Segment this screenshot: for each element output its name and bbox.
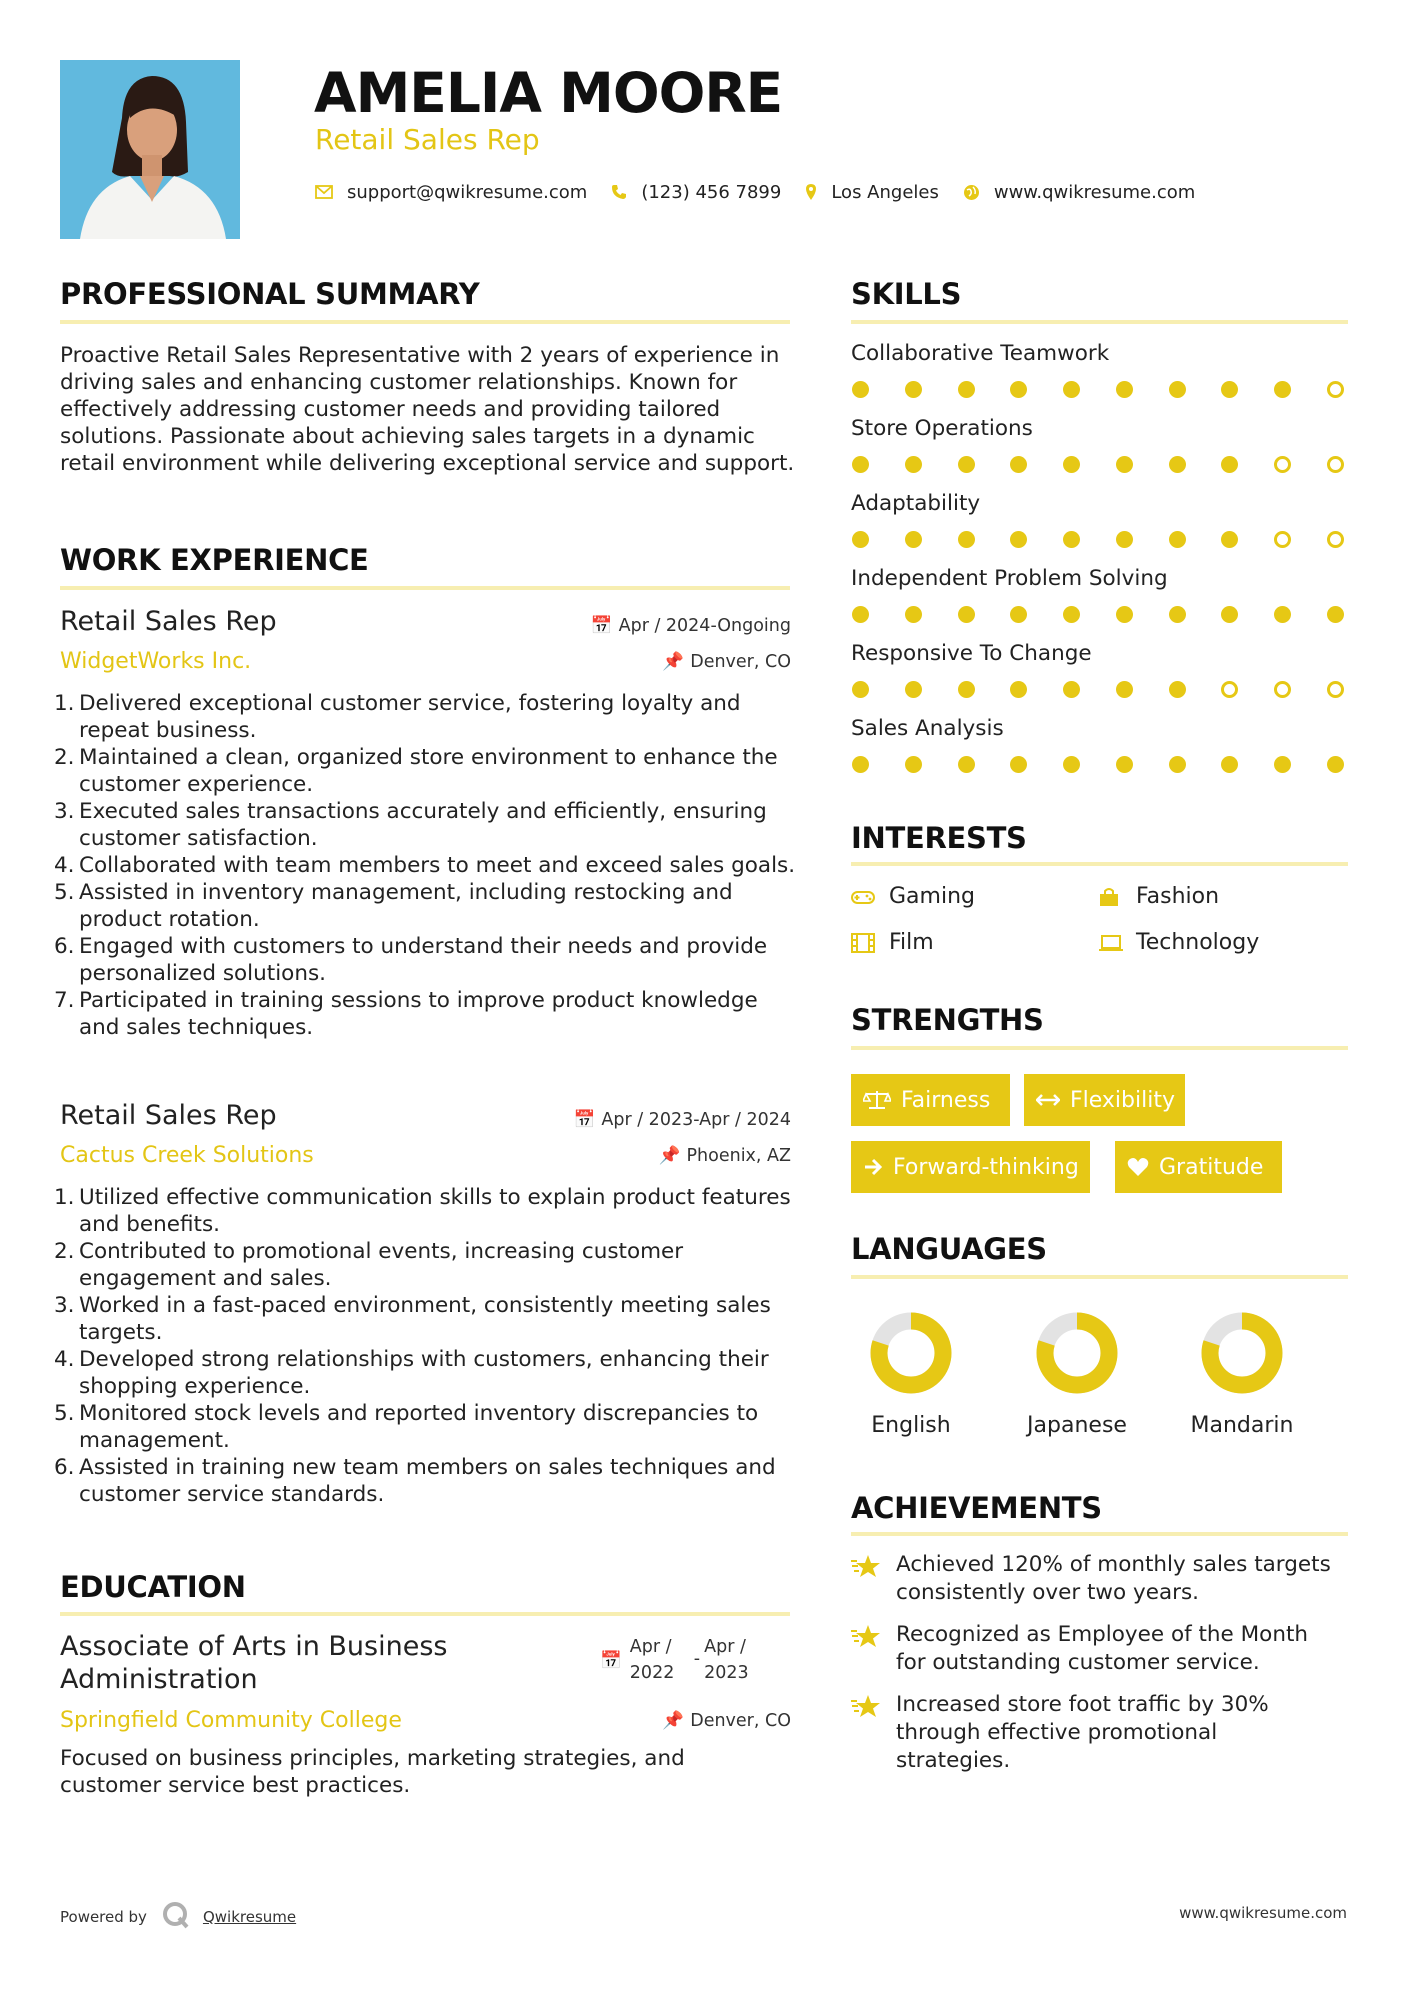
job-location (659, 1144, 791, 1168)
pushpin-icon: 📌 (662, 1711, 685, 1731)
contact-email[interactable]: support@qwikresume.com (347, 181, 588, 203)
rating-dot-filled (958, 381, 975, 398)
school-name: Springfield Community College (60, 1708, 402, 1733)
rating-dot-empty (1221, 681, 1238, 698)
list-item: 2. Contributed to promotional events, increasing customer engagement and sales. (54, 1239, 684, 1291)
education-start: Apr / 2022 (629, 1637, 675, 1683)
arrows-horizontal-icon (1036, 1093, 1060, 1107)
job-bullets (54, 690, 800, 1041)
job-date-text: Apr / 2023-Apr / 2024 (601, 1110, 791, 1130)
strength-tag (1115, 1141, 1282, 1193)
language-donut (1199, 1310, 1285, 1396)
interest-item (851, 883, 975, 911)
education-heading: EDUCATION (60, 1570, 246, 1604)
rating-dot-filled (1010, 681, 1027, 698)
job-title: Retail Sales Rep (60, 1100, 277, 1131)
film-icon (851, 933, 877, 953)
list-item: 6. Assisted in training new team members on sales techniques and customer service standards. (54, 1455, 776, 1507)
language-name: Japanese (1027, 1413, 1127, 1438)
contact-website[interactable]: www.qwikresume.com (993, 181, 1196, 203)
rating-dot-filled (905, 756, 922, 773)
rating-dot-filled (1063, 756, 1080, 773)
star-icon (850, 1693, 882, 1723)
shopping-bag-icon (1098, 887, 1124, 907)
rating-dot-filled (1116, 606, 1133, 623)
skill-name: Responsive To Change (851, 641, 1092, 666)
list-item: 5. Monitored stock levels and reported inventory discrepancies to management. (54, 1401, 759, 1453)
summary-divider (60, 320, 790, 324)
interest-label: Technology (1136, 930, 1260, 955)
strength-tag (851, 1074, 1010, 1126)
strength-tag (851, 1141, 1090, 1193)
arrow-right-icon (863, 1158, 883, 1176)
education-dates (600, 1634, 764, 1686)
skills-divider (851, 320, 1348, 324)
rating-dot-filled (1221, 531, 1238, 548)
rating-dot-filled (1221, 606, 1238, 623)
languages-divider (851, 1275, 1348, 1279)
education-end: Apr / 2023 (704, 1637, 749, 1683)
contact-bar (315, 177, 1219, 207)
rating-dot-empty (1274, 531, 1291, 548)
rating-dot-filled (1063, 456, 1080, 473)
language-item (1007, 1310, 1147, 1440)
pushpin-icon: 📌 (662, 652, 685, 672)
job-bullets (54, 1184, 800, 1508)
strength-label: Gratitude (1159, 1154, 1264, 1180)
rating-dot-filled (1327, 756, 1344, 773)
rating-dot-filled (958, 531, 975, 548)
list-item: 1. Delivered exceptional customer service, fostering loyalty and repeat business. (54, 691, 741, 743)
achievement-text: Achieved 120% of monthly sales targets consistently over two years. (896, 1552, 1331, 1605)
job-company: Cactus Creek Solutions (60, 1143, 314, 1168)
interest-label: Fashion (1136, 884, 1220, 909)
calendar-icon: 📅 (600, 1651, 622, 1671)
rating-dot-empty (1327, 381, 1344, 398)
rating-dot-filled (1169, 456, 1186, 473)
strength-label: Flexibility (1070, 1087, 1175, 1113)
list-item: 7. Participated in training sessions to improve product knowledge and sales techniques. (54, 988, 758, 1040)
list-item: 6. Engaged with customers to understand their needs and provide personalized solutions. (54, 934, 768, 986)
interest-item (851, 929, 934, 957)
strength-label: Forward-thinking (893, 1154, 1079, 1180)
rating-dot-filled (852, 756, 869, 773)
rating-dot-filled (905, 381, 922, 398)
footer-powered-by (60, 1900, 296, 1934)
rating-dot-empty (1274, 456, 1291, 473)
pushpin-icon: 📌 (658, 1146, 681, 1166)
rating-dot-filled (905, 531, 922, 548)
list-item: 5. Assisted in inventory management, including restocking and product rotation. (54, 880, 733, 932)
qwikresume-logo-icon (161, 1900, 191, 1934)
candidate-name: AMELIA MOORE (314, 61, 783, 125)
rating-dot-filled (1063, 381, 1080, 398)
achievement-text: Increased store foot traffic by 30% through effective promotional strategies. (896, 1692, 1269, 1773)
envelope-icon (315, 185, 333, 199)
rating-dot-filled (958, 756, 975, 773)
job-location (662, 650, 791, 674)
rating-dot-empty (1327, 456, 1344, 473)
rating-dot-empty (1327, 681, 1344, 698)
job-date (574, 1108, 791, 1132)
rating-dot-empty (1274, 681, 1291, 698)
list-item: 4. Collaborated with team members to meet and exceed sales goals. (54, 853, 796, 878)
achievements-heading: ACHIEVEMENTS (851, 1491, 1102, 1525)
language-name: English (871, 1413, 951, 1438)
experience-divider (60, 586, 790, 590)
rating-dot-filled (1169, 756, 1186, 773)
interests-divider (851, 862, 1348, 866)
calendar-icon: 📅 (573, 1110, 596, 1130)
rating-dot-empty (1327, 531, 1344, 548)
rating-dot-filled (1116, 681, 1133, 698)
interest-item (1098, 929, 1259, 957)
strength-tag (1024, 1074, 1185, 1126)
rating-dot-filled (852, 381, 869, 398)
skill-name: Sales Analysis (851, 716, 1004, 741)
balance-scale-icon (863, 1089, 891, 1111)
rating-dot-filled (1010, 531, 1027, 548)
rating-dot-filled (1116, 456, 1133, 473)
map-pin-icon (805, 183, 817, 201)
rating-dot-filled (905, 681, 922, 698)
rating-dot-filled (905, 456, 922, 473)
skill-rating (852, 606, 1344, 623)
interests-heading: INTERESTS (851, 821, 1027, 855)
date-separator: - (693, 1649, 701, 1669)
rating-dot-filled (1169, 531, 1186, 548)
rating-dot-filled (1169, 606, 1186, 623)
star-icon (850, 1623, 882, 1653)
degree-title: Associate of Arts in Business Administration (60, 1631, 448, 1695)
interest-item (1098, 883, 1219, 911)
rating-dot-filled (1063, 606, 1080, 623)
strengths-heading: STRENGTHS (851, 1003, 1044, 1037)
candidate-role: Retail Sales Rep (315, 123, 540, 156)
rating-dot-filled (958, 606, 975, 623)
powered-by-label: Powered by (60, 1908, 147, 1926)
rating-dot-filled (1010, 756, 1027, 773)
skill-name: Store Operations (851, 416, 1033, 441)
calendar-icon: 📅 (590, 616, 613, 636)
skills-heading: SKILLS (851, 277, 962, 311)
rating-dot-filled (1116, 381, 1133, 398)
languages-heading: LANGUAGES (851, 1232, 1047, 1266)
list-item: 2. Maintained a clean, organized store environment to enhance the customer experience. (54, 745, 778, 797)
list-item: 1. Utilized effective communication skills to explain product features and benefits. (54, 1185, 791, 1237)
rating-dot-filled (1010, 606, 1027, 623)
strengths-divider (851, 1046, 1348, 1050)
gamepad-icon (851, 889, 877, 905)
education-description: Focused on business principles, marketing strategies, and customer service best practices. (60, 1746, 685, 1798)
footer-website[interactable]: www.qwikresume.com (1179, 1904, 1347, 1922)
job-company: WidgetWorks Inc. (60, 649, 252, 674)
skill-rating (852, 531, 1344, 548)
skill-name: Adaptability (851, 491, 981, 516)
rating-dot-filled (1063, 531, 1080, 548)
rating-dot-filled (852, 681, 869, 698)
job-date-text: Apr / 2024-Ongoing (618, 616, 791, 636)
list-item: 3. Worked in a fast-paced environment, consistently meeting sales targets. (54, 1293, 771, 1345)
rating-dot-filled (1221, 456, 1238, 473)
list-item: 3. Executed sales transactions accurately and efficiently, ensuring customer satisfaction. (54, 799, 767, 851)
qwikresume-link[interactable]: Qwikresume (202, 1908, 297, 1926)
achievements-divider (851, 1532, 1348, 1536)
globe-icon (963, 184, 980, 201)
rating-dot-filled (1327, 606, 1344, 623)
rating-dot-filled (1221, 381, 1238, 398)
rating-dot-filled (1010, 381, 1027, 398)
rating-dot-filled (1116, 756, 1133, 773)
rating-dot-filled (1169, 681, 1186, 698)
skill-rating (852, 681, 1344, 698)
rating-dot-filled (1274, 756, 1291, 773)
heart-icon (1127, 1157, 1149, 1177)
skill-name: Independent Problem Solving (851, 566, 1168, 591)
laptop-icon (1098, 934, 1124, 952)
job-location-text: Denver, CO (690, 652, 791, 672)
rating-dot-filled (905, 606, 922, 623)
rating-dot-filled (1169, 381, 1186, 398)
language-donut (868, 1310, 954, 1396)
rating-dot-filled (958, 456, 975, 473)
list-item: 4. Developed strong relationships with customers, enhancing their shopping experience. (54, 1347, 769, 1399)
strength-label: Fairness (901, 1087, 991, 1113)
rating-dot-filled (958, 681, 975, 698)
education-location (662, 1709, 791, 1733)
language-donut (1034, 1310, 1120, 1396)
experience-heading: WORK EXPERIENCE (60, 543, 369, 577)
rating-dot-filled (1116, 531, 1133, 548)
education-location-text: Denver, CO (690, 1711, 791, 1731)
rating-dot-filled (1010, 456, 1027, 473)
language-item (841, 1310, 981, 1440)
contact-phone[interactable]: (123) 456 7899 (641, 181, 782, 203)
rating-dot-filled (1063, 681, 1080, 698)
rating-dot-filled (1274, 381, 1291, 398)
rating-dot-filled (852, 531, 869, 548)
skill-rating (852, 756, 1344, 773)
skill-rating (852, 456, 1344, 473)
skill-rating (852, 381, 1344, 398)
rating-dot-filled (1274, 606, 1291, 623)
interest-label: Gaming (889, 884, 975, 909)
rating-dot-filled (852, 606, 869, 623)
star-icon (850, 1553, 882, 1583)
job-date (591, 614, 791, 638)
job-location-text: Phoenix, AZ (686, 1146, 791, 1166)
language-name: Mandarin (1190, 1413, 1294, 1438)
achievement-text: Recognized as Employee of the Month for outstanding customer service. (896, 1622, 1309, 1675)
profile-photo-image (60, 60, 240, 239)
summary-text: Proactive Retail Sales Representative with 2 years of experience in driving sales and enhancing customer relationships. Known for effectively addressing customer needs and providing tailored solutions. Passionate about achieving sales targets in a dynamic retail environment while delivering exceptional service and support. (60, 343, 795, 476)
language-item (1172, 1310, 1312, 1440)
interest-label: Film (889, 930, 934, 955)
education-divider (60, 1612, 790, 1616)
skill-name: Collaborative Teamwork (851, 341, 1110, 366)
job-title: Retail Sales Rep (60, 606, 277, 637)
phone-icon (611, 184, 627, 200)
contact-location: Los Angeles (831, 181, 939, 203)
profile-photo (60, 60, 240, 239)
rating-dot-filled (1221, 756, 1238, 773)
rating-dot-filled (852, 456, 869, 473)
summary-heading: PROFESSIONAL SUMMARY (60, 277, 480, 311)
